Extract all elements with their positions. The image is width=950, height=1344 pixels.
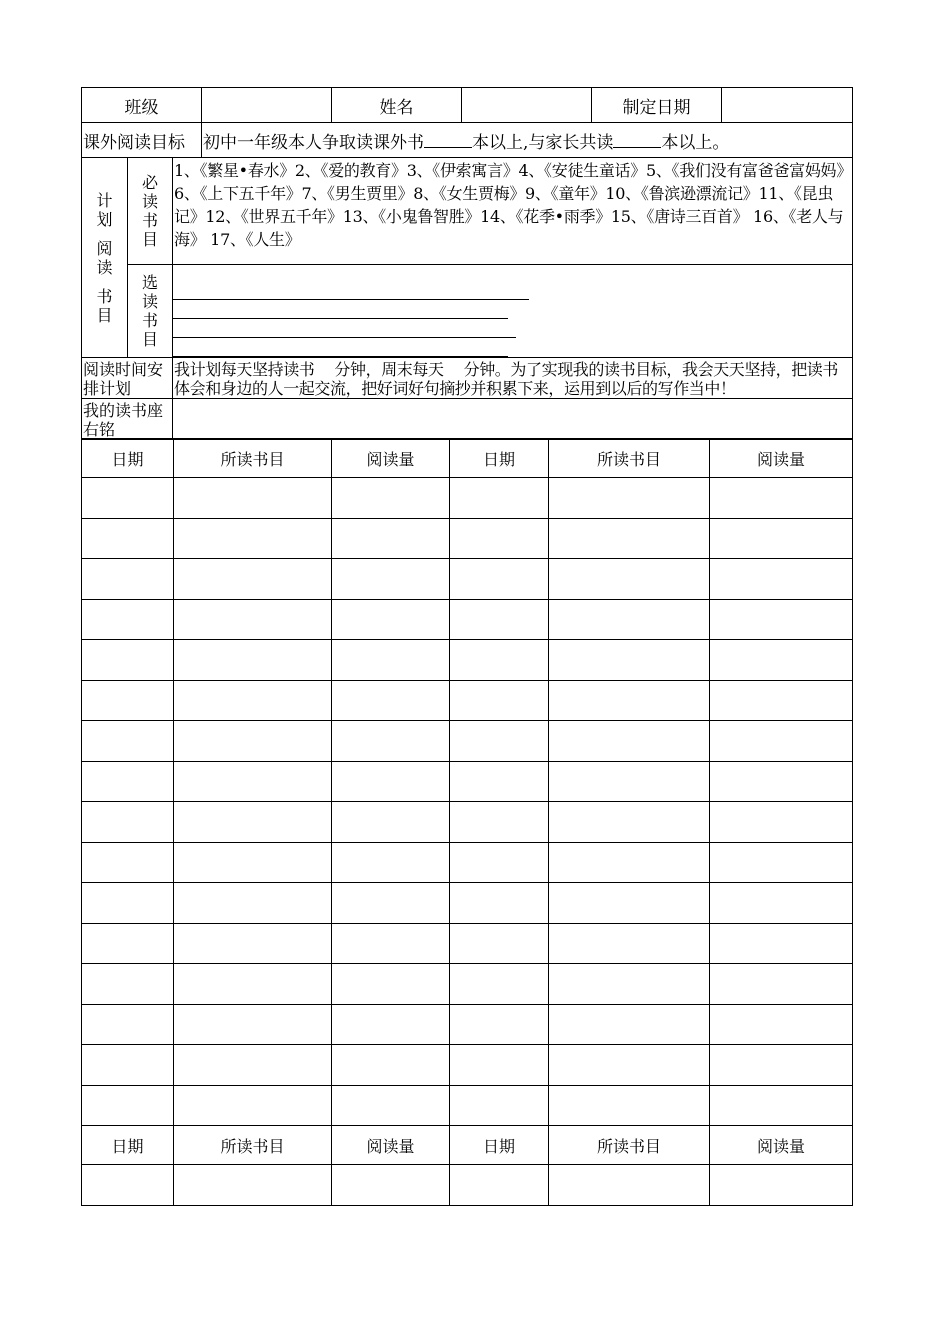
table-row (82, 518, 853, 559)
date-field[interactable] (722, 88, 853, 123)
log-cell-book-left[interactable] (174, 680, 332, 721)
table-row (82, 923, 853, 964)
log-header-amount-left: 阅读量 (332, 1126, 450, 1165)
elective-line-4[interactable] (173, 338, 508, 357)
log-cell-book-right[interactable] (549, 599, 710, 640)
table-row (82, 802, 853, 843)
log-cell-amount-left[interactable] (332, 883, 450, 924)
log-header-amount-right: 阅读量 (710, 439, 853, 478)
log-cell-amount-left[interactable] (332, 802, 450, 843)
table-row (82, 761, 853, 802)
log-header-amount-left: 阅读量 (332, 439, 450, 478)
log-cell-date-left[interactable] (82, 883, 174, 924)
log-cell-date-left[interactable] (82, 721, 174, 762)
log-cell-book-left[interactable] (174, 883, 332, 924)
table-row (82, 883, 853, 924)
motto-row (82, 399, 853, 440)
log-cell-date-left[interactable] (82, 478, 174, 519)
log-cell-book-right[interactable] (549, 640, 710, 681)
table-row (82, 1045, 853, 1086)
table-row (82, 1085, 853, 1126)
log-cell-book-right[interactable] (549, 1004, 710, 1045)
log-cell-book-right[interactable] (549, 883, 710, 924)
log-cell-date-left[interactable] (82, 1085, 174, 1126)
log-cell-date-right[interactable] (450, 1085, 549, 1126)
log-cell-amount-left[interactable] (332, 721, 450, 762)
log-cell-date-left[interactable] (82, 518, 174, 559)
name-field[interactable] (462, 88, 592, 123)
log-cell-book-right[interactable] (549, 802, 710, 843)
log-cell-book-right[interactable] (549, 478, 710, 519)
table-row (82, 680, 853, 721)
log-cell-date-right[interactable] (450, 599, 549, 640)
log-cell-book-left[interactable] (174, 1045, 332, 1086)
motto-field[interactable] (173, 399, 853, 440)
log-cell-amount-right[interactable] (710, 842, 853, 883)
log-cell-date-right[interactable] (450, 721, 549, 762)
motto-label: 我的读书座右铭 (82, 399, 173, 440)
log-cell-book-left[interactable] (174, 842, 332, 883)
log-cell-date-right[interactable] (450, 518, 549, 559)
log-header-row-1 (82, 439, 853, 478)
log-cell-date-left[interactable] (82, 842, 174, 883)
goal-text-a: 初中一年级本人争取读课外书 (203, 132, 424, 153)
elective-books-label: 选 读 书 目 (128, 265, 173, 358)
log-cell-amount-left[interactable] (332, 559, 450, 600)
log-cell-book-left[interactable] (174, 1165, 332, 1206)
goal-text-c: 本以上。 (661, 132, 730, 153)
date-label: 制定日期 (592, 88, 722, 123)
log-cell-amount-left[interactable] (332, 1165, 450, 1206)
log-cell-book-left[interactable] (174, 518, 332, 559)
log-cell-book-left[interactable] (174, 1085, 332, 1126)
table-row (82, 640, 853, 681)
log-cell-amount-left[interactable] (332, 599, 450, 640)
log-cell-book-right[interactable] (549, 964, 710, 1005)
log-header-book-right: 所读书目 (549, 439, 710, 478)
log-cell-amount-right[interactable] (710, 761, 853, 802)
log-cell-date-left[interactable] (82, 802, 174, 843)
log-cell-date-left[interactable] (82, 1045, 174, 1086)
log-cell-date-right[interactable] (450, 1004, 549, 1045)
required-books-label: 必 读 书 目 (128, 158, 173, 265)
log-cell-date-left[interactable] (82, 680, 174, 721)
log-cell-date-left[interactable] (82, 923, 174, 964)
log-cell-amount-right[interactable] (710, 883, 853, 924)
log-cell-book-left[interactable] (174, 923, 332, 964)
table-row (82, 721, 853, 762)
log-cell-date-left[interactable] (82, 761, 174, 802)
log-cell-date-left[interactable] (82, 559, 174, 600)
log-cell-amount-right[interactable] (710, 599, 853, 640)
log-cell-book-right[interactable] (549, 680, 710, 721)
log-cell-book-right[interactable] (549, 721, 710, 762)
log-cell-amount-left[interactable] (332, 1045, 450, 1086)
log-cell-date-right[interactable] (450, 680, 549, 721)
header-row (82, 88, 853, 123)
log-cell-amount-right[interactable] (710, 721, 853, 762)
log-cell-book-right[interactable] (549, 518, 710, 559)
log-cell-amount-right[interactable] (710, 518, 853, 559)
log-cell-book-right[interactable] (549, 1085, 710, 1126)
log-cell-amount-left[interactable] (332, 1004, 450, 1045)
log-cell-date-left[interactable] (82, 640, 174, 681)
log-cell-amount-right[interactable] (710, 478, 853, 519)
schedule-label: 阅读时间安排计划 (82, 358, 173, 399)
goal-parent-blank[interactable] (613, 132, 661, 148)
log-cell-date-right[interactable] (450, 923, 549, 964)
reading-log-body (82, 439, 853, 1206)
log-cell-book-left[interactable] (174, 721, 332, 762)
log-cell-book-left[interactable] (174, 599, 332, 640)
log-cell-book-left[interactable] (174, 559, 332, 600)
log-cell-date-right[interactable] (450, 559, 549, 600)
table-row (82, 1004, 853, 1045)
log-cell-book-right[interactable] (549, 761, 710, 802)
log-header-book-right: 所读书目 (549, 1126, 710, 1165)
log-cell-amount-left[interactable] (332, 518, 450, 559)
log-cell-date-right[interactable] (450, 964, 549, 1005)
log-cell-amount-right[interactable] (710, 640, 853, 681)
elective-line-1[interactable] (173, 281, 529, 300)
log-header-date-left: 日期 (82, 439, 174, 478)
elective-line-2[interactable] (173, 300, 508, 319)
log-cell-date-left[interactable] (82, 599, 174, 640)
log-cell-amount-right[interactable] (710, 559, 853, 600)
log-cell-amount-right[interactable] (710, 1165, 853, 1206)
goal-books-blank[interactable] (424, 132, 472, 148)
goal-text (202, 123, 853, 158)
log-cell-date-right[interactable] (450, 478, 549, 519)
log-cell-book-left[interactable] (174, 802, 332, 843)
log-header-date-right: 日期 (450, 439, 549, 478)
log-cell-date-right[interactable] (450, 761, 549, 802)
log-cell-book-right[interactable] (549, 842, 710, 883)
log-cell-amount-right[interactable] (710, 680, 853, 721)
log-cell-date-right[interactable] (450, 1165, 549, 1206)
schedule-row (82, 358, 853, 399)
elective-books-lines[interactable] (173, 265, 853, 358)
log-cell-date-left[interactable] (82, 1004, 174, 1045)
goal-row (82, 123, 853, 158)
log-cell-book-left[interactable] (174, 1004, 332, 1045)
log-header-date-left: 日期 (82, 1126, 174, 1165)
log-cell-amount-left[interactable] (332, 680, 450, 721)
log-cell-amount-right[interactable] (710, 1045, 853, 1086)
log-cell-amount-left[interactable] (332, 761, 450, 802)
log-header-book-left: 所读书目 (174, 1126, 332, 1165)
log-cell-amount-right[interactable] (710, 964, 853, 1005)
class-label: 班级 (82, 88, 202, 123)
plan-books-group-label: 计 划 阅 读 书 目 (82, 158, 128, 358)
reading-log-table (81, 438, 853, 1206)
log-cell-date-right[interactable] (450, 842, 549, 883)
required-books-list: 1、《繁星•春水》2、《爱的教育》3、《伊索寓言》4、《安徒生童话》5、《我们没有富爸爸富妈妈》6、《上下五千年》7、《男生贾里》8、《女生贾梅》9、《童年》10、《鲁滨逊漂流记》11、《昆虫记》12、《世界五千年》13、《小鬼鲁智胜》14、《花季•雨季》15、《唐诗三百首》 16、《老人与海》 17、《人生》 (173, 158, 853, 265)
log-cell-amount-left[interactable] (332, 640, 450, 681)
goal-text-b: 本以上,与家长共读 (472, 132, 614, 153)
log-cell-amount-right[interactable] (710, 802, 853, 843)
log-cell-date-right[interactable] (450, 640, 549, 681)
log-cell-book-left[interactable] (174, 761, 332, 802)
log-cell-amount-left[interactable] (332, 923, 450, 964)
log-cell-date-right[interactable] (450, 802, 549, 843)
table-row (82, 964, 853, 1005)
log-cell-book-right[interactable] (549, 923, 710, 964)
elective-line-3[interactable] (173, 319, 516, 338)
log-cell-book-left[interactable] (174, 640, 332, 681)
log-header-date-right: 日期 (450, 1126, 549, 1165)
class-field[interactable] (202, 88, 332, 123)
table-row (82, 599, 853, 640)
log-header-row-2 (82, 1126, 853, 1165)
log-cell-amount-left[interactable] (332, 842, 450, 883)
log-cell-book-right[interactable] (549, 1045, 710, 1086)
log-header-amount-right: 阅读量 (710, 1126, 853, 1165)
log-cell-date-left[interactable] (82, 964, 174, 1005)
header-table (81, 87, 853, 158)
log-cell-amount-left[interactable] (332, 478, 450, 519)
log-cell-amount-left[interactable] (332, 964, 450, 1005)
name-label: 姓名 (332, 88, 462, 123)
table-row (82, 559, 853, 600)
log-cell-date-left[interactable] (82, 1165, 174, 1206)
table-row (82, 478, 853, 519)
plan-table (81, 157, 853, 440)
table-row (82, 1165, 853, 1206)
elective-books-row (82, 265, 853, 358)
log-cell-book-left[interactable] (174, 964, 332, 1005)
log-header-book-left: 所读书目 (174, 439, 332, 478)
log-cell-amount-right[interactable] (710, 923, 853, 964)
log-cell-book-right[interactable] (549, 559, 710, 600)
log-cell-date-right[interactable] (450, 1045, 549, 1086)
log-cell-amount-left[interactable] (332, 1085, 450, 1126)
schedule-text: 我计划每天坚持读书 分钟，周末每天 分钟。为了实现我的读书目标，我会天天坚持，把读书体会和身边的人一起交流，把好词好句摘抄并积累下来，运用到以后的写作当中！ (173, 358, 853, 399)
table-row (82, 842, 853, 883)
log-cell-amount-right[interactable] (710, 1085, 853, 1126)
log-cell-date-right[interactable] (450, 883, 549, 924)
log-cell-amount-right[interactable] (710, 1004, 853, 1045)
log-cell-book-right[interactable] (549, 1165, 710, 1206)
required-books-row (82, 158, 853, 265)
log-cell-book-left[interactable] (174, 478, 332, 519)
goal-label: 课外阅读目标 (82, 123, 202, 158)
